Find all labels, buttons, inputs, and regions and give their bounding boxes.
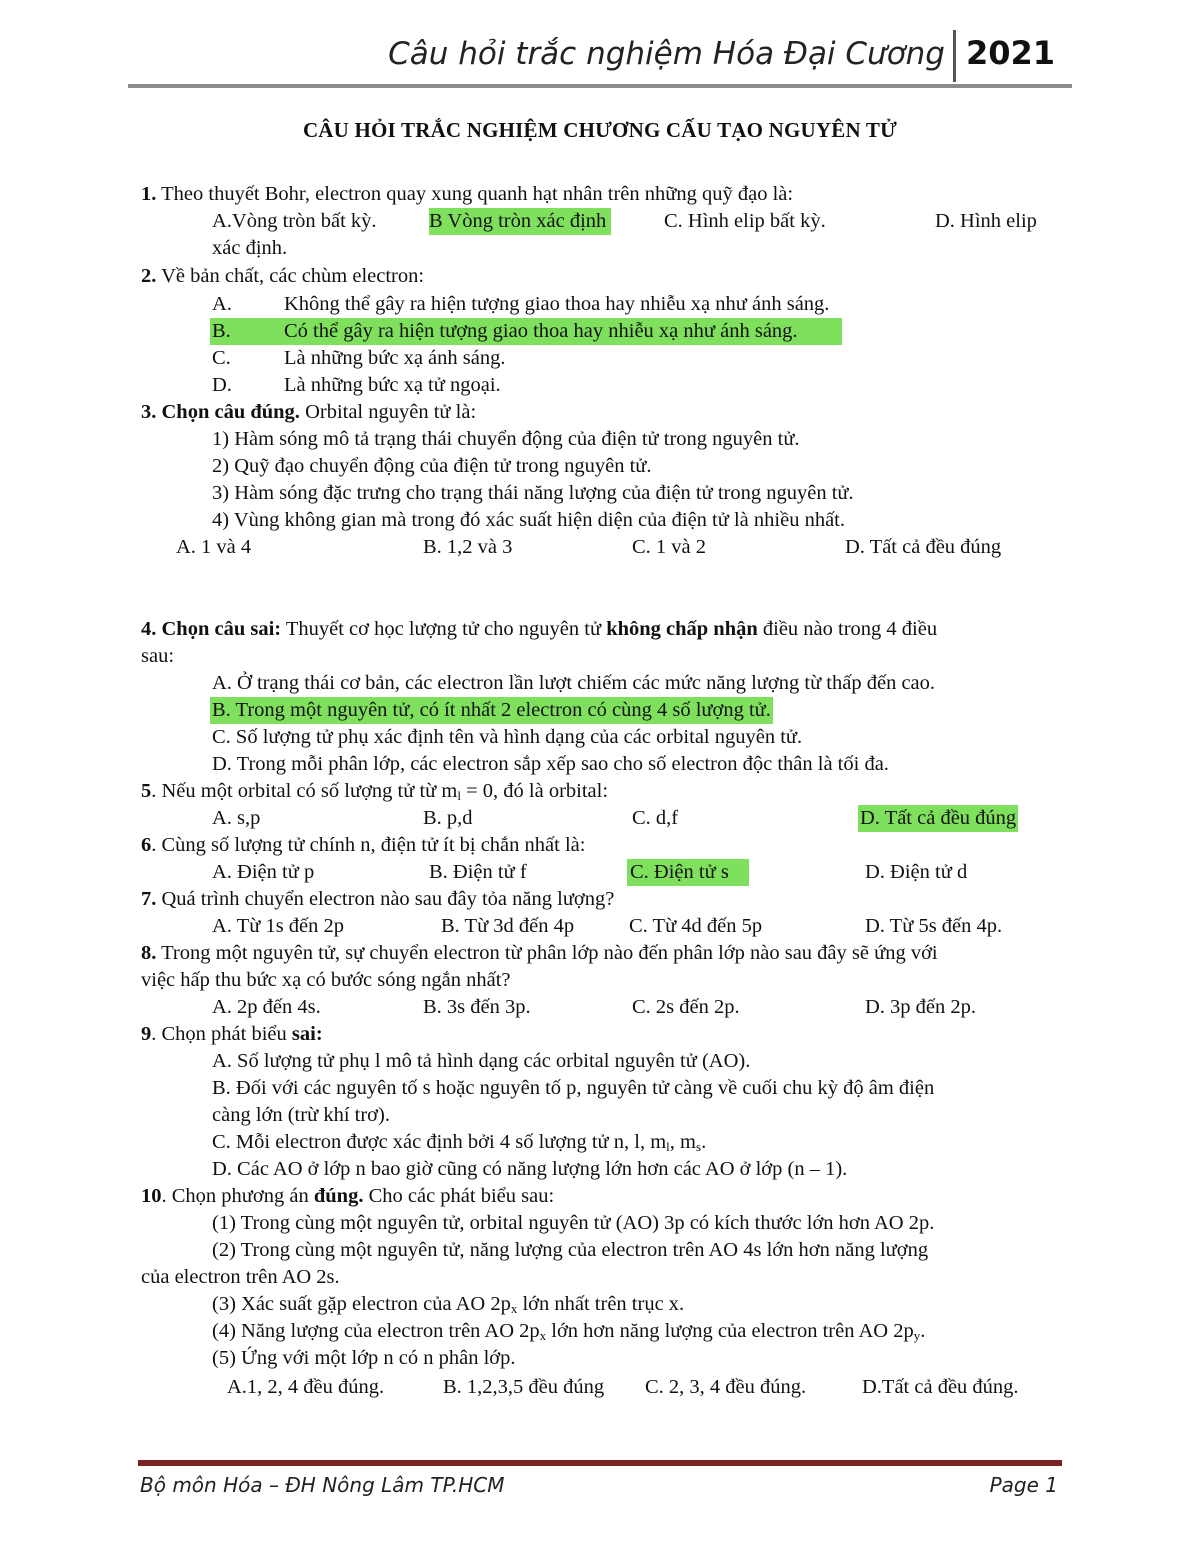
question-7 bbox=[141, 886, 614, 913]
question-emphasis: không chấp nhận bbox=[606, 618, 758, 640]
option-d: D. Điện tử d bbox=[865, 861, 968, 883]
option-key: D. bbox=[212, 374, 232, 396]
statement-text-end: . bbox=[920, 1320, 926, 1342]
question-text: . Chọn phát biểu bbox=[151, 1023, 292, 1045]
question-number: 3. bbox=[141, 401, 157, 423]
option-b: B. 3s đến 3p. bbox=[423, 996, 531, 1018]
statement-3 bbox=[212, 1291, 684, 1318]
option-a: A. Điện tử p bbox=[212, 861, 315, 883]
option-text-end: . bbox=[701, 1131, 707, 1153]
question-10 bbox=[141, 1183, 554, 1210]
question-8-continued: việc hấp thu bức xạ có bước sóng ngắn nhất? bbox=[141, 969, 511, 991]
header-divider bbox=[953, 30, 956, 82]
statement-text: (4) Năng lượng của electron trên AO 2p bbox=[212, 1320, 540, 1342]
option-a: A.Vòng tròn bất kỳ. bbox=[212, 210, 377, 232]
question-number: 4 bbox=[141, 618, 152, 640]
option-text: Là những bức xạ tử ngoại. bbox=[284, 374, 501, 396]
option-d: D.Tất cả đều đúng. bbox=[862, 1376, 1019, 1398]
option-a: A. Số lượng tử phụ l mô tả hình dạng các orbital nguyên tử (AO). bbox=[212, 1050, 751, 1072]
option-c bbox=[212, 1129, 706, 1156]
option-d-continued: xác định. bbox=[212, 237, 288, 259]
question-text-end: Cho các phát biểu sau: bbox=[363, 1185, 555, 1207]
question-number: 9 bbox=[141, 1023, 152, 1045]
footer-rule bbox=[138, 1460, 1062, 1466]
option-b: B. 1,2,3,5 đều đúng bbox=[443, 1376, 605, 1398]
header-year: 2021 bbox=[966, 34, 1056, 72]
statement-3: 3) Hàm sóng đặc trưng cho trạng thái năng lượng của điện tử trong nguyên tử. bbox=[212, 482, 854, 504]
option-text-mid: , m bbox=[669, 1131, 696, 1153]
question-text: Quá trình chuyển electron nào sau đây tỏa năng lượng? bbox=[156, 888, 615, 910]
option-b: B. Đối với các nguyên tố s hoặc nguyên tố p, nguyên tử càng về cuối chu kỳ độ âm điện bbox=[212, 1077, 935, 1099]
statement-5: (5) Ứng với một lớp n có n phân lớp. bbox=[212, 1347, 516, 1369]
question-text: Về bản chất, các chùm electron: bbox=[156, 265, 425, 287]
option-d: D. Trong mỗi phân lớp, các electron sắp xếp sao cho số electron độc thân là tối đa. bbox=[212, 753, 889, 775]
question-6 bbox=[141, 832, 585, 859]
question-lead: . Chọn câu sai: bbox=[151, 618, 282, 640]
option-b: B. Điện tử f bbox=[429, 861, 527, 883]
subscript: l bbox=[457, 788, 461, 803]
option-d: D. Các AO ở lớp n bao giờ cũng có năng lượng lớn hơn các AO ở lớp (n – 1). bbox=[212, 1158, 848, 1180]
option-c: C. 2, 3, 4 đều đúng. bbox=[645, 1376, 807, 1398]
question-3 bbox=[141, 399, 476, 426]
option-c: C. 1 và 2 bbox=[632, 536, 707, 558]
option-c: C. Số lượng tử phụ xác định tên và hình dạng của các orbital nguyên tử. bbox=[212, 726, 803, 748]
statement-2-continued: của electron trên AO 2s. bbox=[141, 1266, 340, 1288]
question-number: 5 bbox=[141, 780, 152, 802]
option-c-highlighted: C. Điện tử s bbox=[627, 859, 749, 886]
statement-4: 4) Vùng không gian mà trong đó xác suất hiện diện của điện tử là nhiều nhất. bbox=[212, 509, 845, 531]
option-c: C. 2s đến 2p. bbox=[632, 996, 740, 1018]
header-title: Câu hỏi trắc nghiệm Hóa Đại Cương bbox=[388, 36, 945, 72]
option-key: C. bbox=[212, 347, 231, 369]
option-a: A.1, 2, 4 đều đúng. bbox=[227, 1376, 385, 1398]
option-d: D. Hình elip bbox=[935, 210, 1037, 232]
question-text: Thuyết cơ học lượng tử cho nguyên tử bbox=[281, 618, 607, 640]
question-text: Trong một nguyên tử, sự chuyển electron từ phân lớp nào đến phân lớp nào sau đây sẽ ứng với bbox=[156, 942, 938, 964]
question-text: . Nếu một orbital có số lượng tử từ m bbox=[151, 780, 458, 802]
question-text: Orbital nguyên tử là: bbox=[299, 401, 477, 423]
option-d: D. Tất cả đều đúng bbox=[845, 536, 1002, 558]
question-5 bbox=[141, 778, 608, 805]
question-number: 2. bbox=[141, 265, 157, 287]
subscript: y bbox=[913, 1328, 921, 1343]
question-number: 10 bbox=[141, 1185, 162, 1207]
option-text: Có thể gây ra hiện tượng giao thoa hay nhiễu xạ như ánh sáng. bbox=[284, 320, 798, 342]
option-text: Là những bức xạ ánh sáng. bbox=[284, 347, 506, 369]
statement-text-mid: lớn hơn năng lượng của electron trên AO 2p bbox=[546, 1320, 914, 1342]
subscript: l bbox=[666, 1139, 670, 1154]
option-a: A. Từ 1s đến 2p bbox=[212, 915, 345, 937]
question-number: 8. bbox=[141, 942, 157, 964]
option-a: A. s,p bbox=[212, 807, 261, 829]
option-text: Không thể gây ra hiện tượng giao thoa hay nhiễu xạ như ánh sáng. bbox=[284, 293, 830, 315]
question-emphasis: sai: bbox=[291, 1023, 323, 1045]
option-c: C. Hình elip bất kỳ. bbox=[664, 210, 826, 232]
question-9 bbox=[141, 1021, 323, 1048]
option-b-highlighted: B Vòng tròn xác định bbox=[429, 208, 611, 235]
option-c: C. d,f bbox=[632, 807, 679, 829]
question-emphasis: đúng. bbox=[313, 1185, 364, 1207]
statement-4 bbox=[212, 1318, 925, 1345]
footer-department: Bộ môn Hóa – ĐH Nông Lâm TP.HCM bbox=[140, 1473, 505, 1497]
option-d: D. 3p đến 2p. bbox=[865, 996, 977, 1018]
option-b: B. 1,2 và 3 bbox=[423, 536, 513, 558]
option-b-highlighted: B. Trong một nguyên tử, có ít nhất 2 electron có cùng 4 số lượng tử. bbox=[210, 697, 773, 724]
question-number: 1. bbox=[141, 183, 157, 205]
option-a: A. 1 và 4 bbox=[176, 536, 252, 558]
option-key: A. bbox=[212, 293, 232, 315]
footer-page-number: Page 1 bbox=[989, 1473, 1058, 1497]
question-4 bbox=[141, 616, 937, 643]
option-a: A. 2p đến 4s. bbox=[212, 996, 321, 1018]
option-b: B. Từ 3d đến 4p bbox=[441, 915, 575, 937]
question-text: Theo thuyết Bohr, electron quay xung quanh hạt nhân trên những quỹ đạo là: bbox=[156, 183, 794, 205]
question-number: 7. bbox=[141, 888, 157, 910]
question-text-end: điều nào trong 4 điều bbox=[757, 618, 938, 640]
subscript: x bbox=[539, 1328, 547, 1343]
statement-text: (3) Xác suất gặp electron của AO 2p bbox=[212, 1293, 511, 1315]
option-b-continued: càng lớn (trừ khí trơ). bbox=[212, 1104, 390, 1126]
question-1 bbox=[141, 181, 793, 208]
question-8 bbox=[141, 940, 938, 967]
question-number: 6 bbox=[141, 834, 152, 856]
subscript: s bbox=[696, 1139, 702, 1154]
statement-2: (2) Trong cùng một nguyên tử, năng lượng của electron trên AO 4s lớn hơn năng lượng bbox=[212, 1239, 929, 1261]
statement-1: (1) Trong cùng một nguyên tử, orbital nguyên tử (AO) 3p có kích thước lớn hơn AO 2p. bbox=[212, 1212, 935, 1234]
document-title: CÂU HỎI TRẮC NGHIỆM CHƯƠNG CẤU TẠO NGUYÊN TỬ bbox=[302, 118, 898, 142]
statement-2: 2) Quỹ đạo chuyển động của điện tử trong nguyên tử. bbox=[212, 455, 652, 477]
question-lead: Chọn câu đúng. bbox=[156, 401, 300, 423]
question-text: . Cùng số lượng tử chính n, điện tử ít bị chắn nhất là: bbox=[151, 834, 586, 856]
question-2 bbox=[141, 263, 424, 290]
header-rule bbox=[128, 84, 1072, 88]
question-text-end: = 0, đó là orbital: bbox=[460, 780, 609, 802]
option-a: A. Ở trạng thái cơ bản, các electron lần lượt chiếm các mức năng lượng từ thấp đến cao. bbox=[212, 672, 936, 694]
option-c: C. Từ 4d đến 5p bbox=[629, 915, 763, 937]
statement-1: 1) Hàm sóng mô tả trạng thái chuyển động của điện tử trong nguyên tử. bbox=[212, 428, 800, 450]
option-text: C. Mỗi electron được xác định bởi 4 số lượng tử n, l, m bbox=[212, 1131, 667, 1153]
question-4-continued: sau: bbox=[141, 645, 175, 667]
question-text: . Chọn phương án bbox=[161, 1185, 314, 1207]
option-b: B. p,d bbox=[423, 807, 473, 829]
statement-text-end: lớn nhất trên trục x. bbox=[517, 1293, 685, 1315]
option-d: D. Từ 5s đến 4p. bbox=[865, 915, 1003, 937]
option-key: B. bbox=[212, 320, 231, 342]
subscript: x bbox=[510, 1301, 518, 1316]
option-d-highlighted: D. Tất cả đều đúng bbox=[858, 805, 1018, 832]
